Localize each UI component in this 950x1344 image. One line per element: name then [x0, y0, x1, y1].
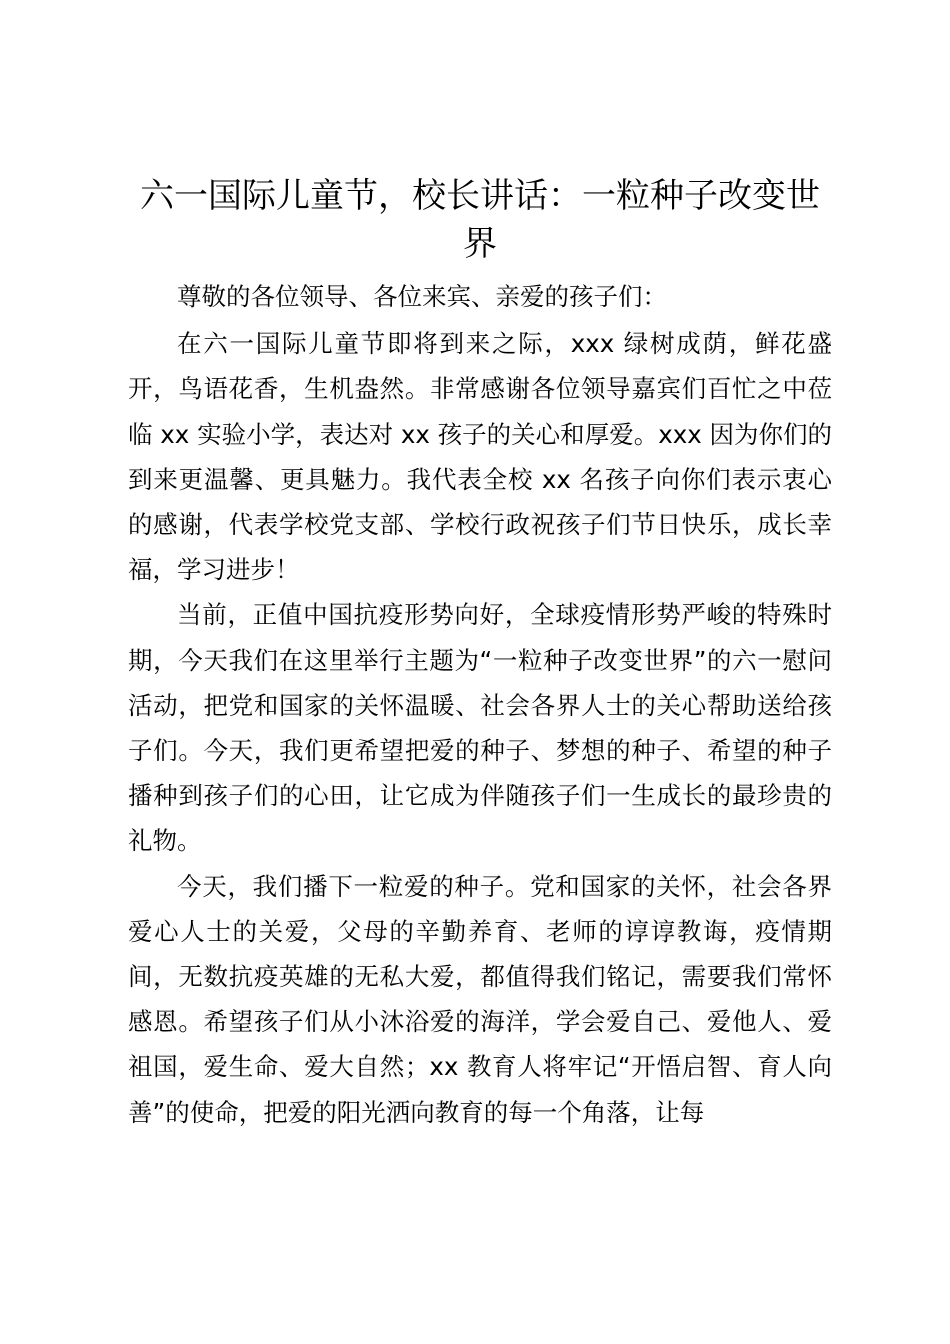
paragraph-2: 当前，正值中国抗疫形势向好，全球疫情形势严峻的特殊时期，今天我们在这里举行主题为“一粒种子改变世界”的六一慰问活动，把党和国家的关怀温暖、社会各界人士的关心帮助送给孩子们。今天，我们更希望把爱的种子、梦想的种子、希望的种子播种到孩子们的心田，让它成为伴随孩子们一生成长的最珍贵的礼物。 [128, 600, 832, 856]
document-body [128, 274, 832, 1135]
document-title: 六一国际儿童节，校长讲话：一粒种子改变世界 [140, 176, 820, 264]
paragraph-3: 今天，我们播下一粒爱的种子。党和国家的关怀，社会各界爱心人士的关爱，父母的辛勤养育、老师的谆谆教诲，疫情期间，无数抗疫英雄的无私大爱，都值得我们铭记，需要我们常怀感恩。希望孩子们从小沐浴爱的海洋，学会爱自己、爱他人、爱祖国，爱生命、爱大自然；xx 教育人将牢记“开悟启智、育人向善”的使命，把爱的阳光洒向教育的每一个角落，让每 [128, 871, 832, 1127]
salutation: 尊敬的各位领导、各位来宾、亲爱的孩子们： [177, 282, 667, 311]
paragraph-1: 在六一国际儿童节即将到来之际，xxx 绿树成荫，鲜花盛开，鸟语花香，生机盎然。非常感谢各位领导嘉宾们百忙之中莅临 xx 实验小学，表达对 xx 孩子的关心和厚爱。xxx 因为你们的到来更温馨、更具魅力。我代表全校 xx 名孩子向你们表示衷心的感谢，代表学校党支部、学校行政祝孩子们节日快乐，成长幸福，学习进步！ [128, 329, 832, 585]
